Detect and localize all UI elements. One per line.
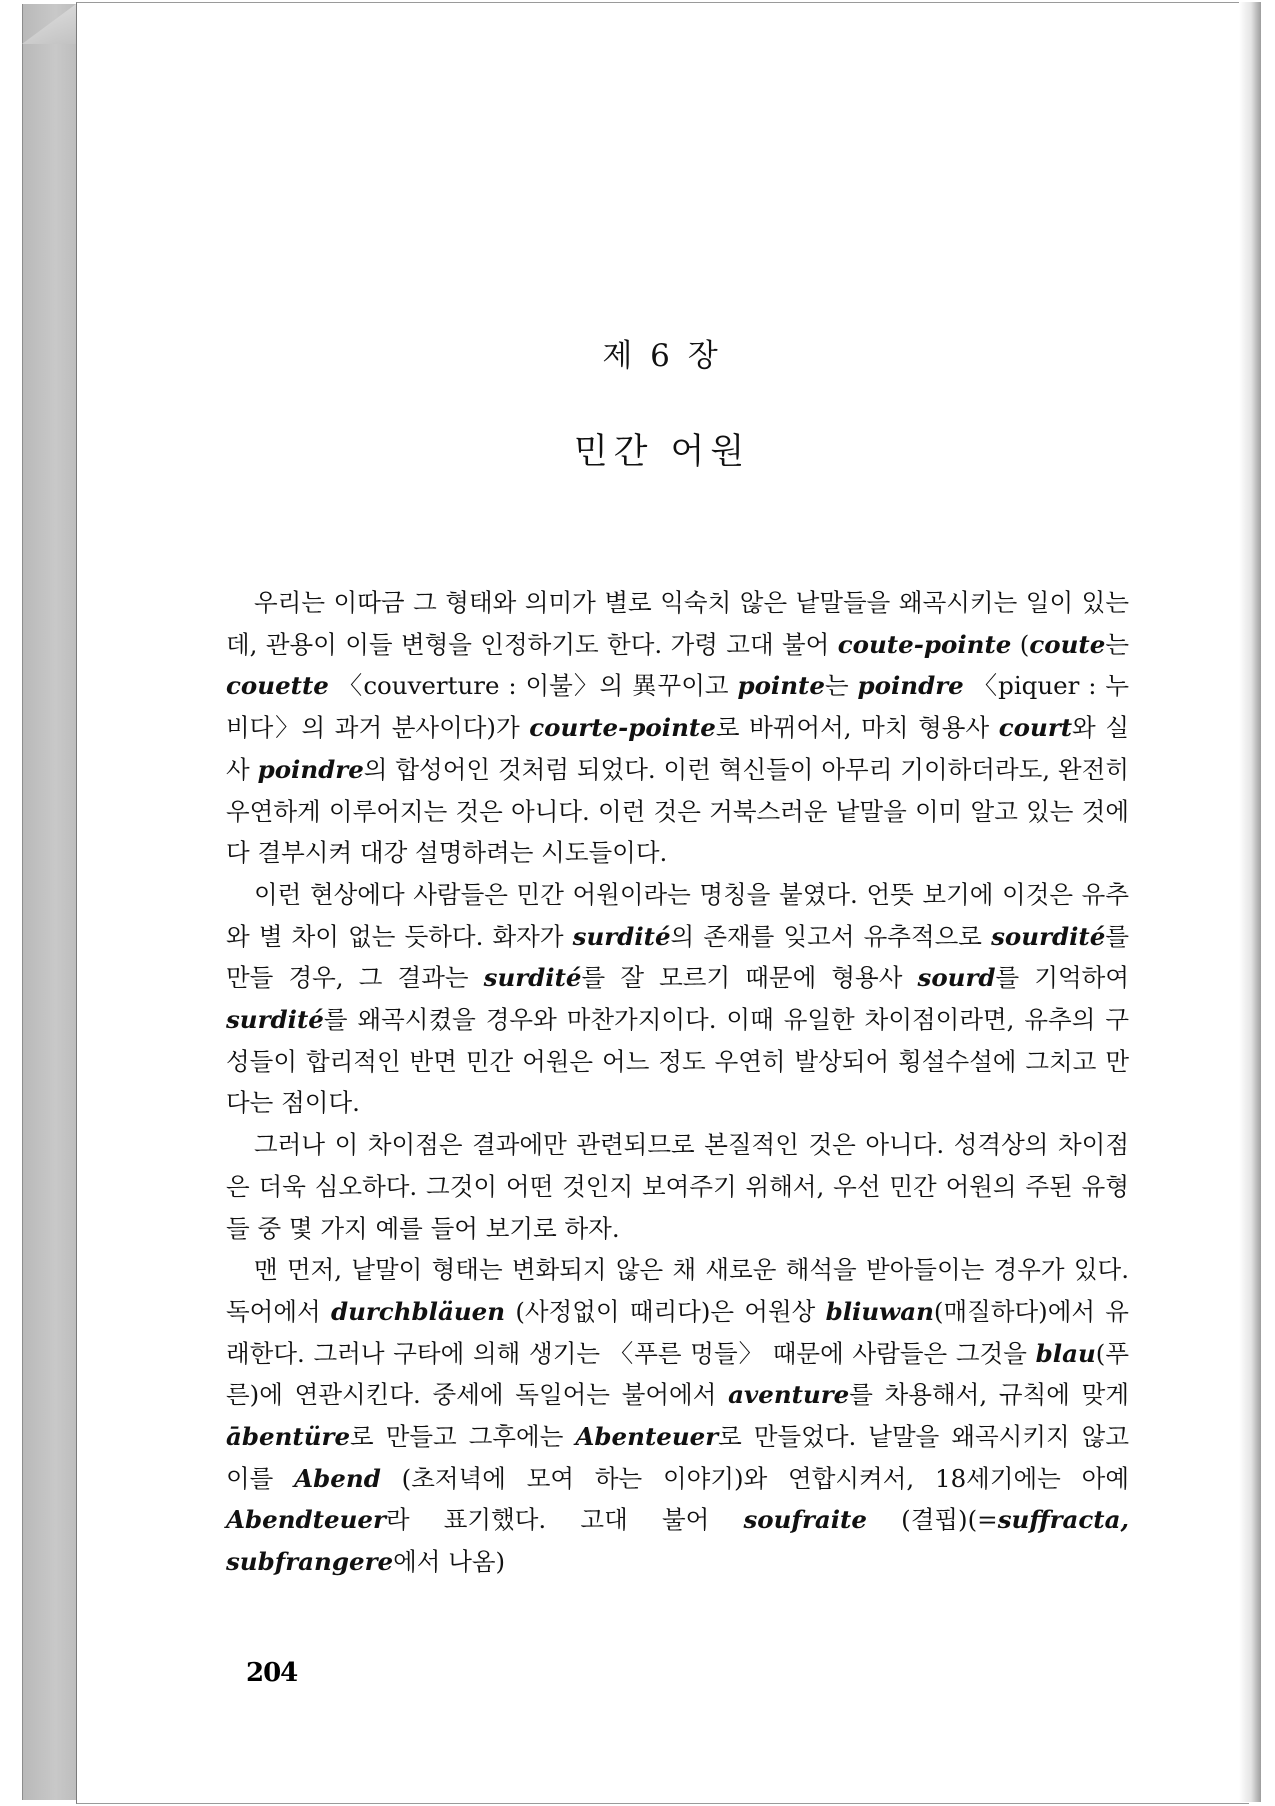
text-run: 를 잘 모르기 때문에 형용사: [581, 963, 918, 993]
page-number: 204: [246, 1658, 298, 1688]
book-spine: [22, 4, 77, 1800]
foreign-word: soufraite: [743, 1505, 867, 1535]
text-run: 로 만들었다. 낱말을 왜곡시키지 않고 이를: [226, 1422, 1129, 1493]
text-run: 우리는 이따금 그 형태와 의미가 별로 익숙치 않은 낱말들을 왜곡시키는 일이 있는데, 관용이 이들 변형을 인정하기도 한다. 가령 고대 불어: [226, 588, 1129, 659]
text-run: 는: [824, 671, 858, 701]
page-edge-shadow: [1239, 2, 1261, 1802]
foreign-word: Abendteuer: [226, 1505, 386, 1535]
foreign-word: surdité: [226, 1005, 324, 1035]
text-run: 〈couverture : 이불〉의 異꾸이고: [328, 671, 738, 701]
text-run: 로 만들고 그후에는: [350, 1422, 576, 1452]
text-run: 맨 먼저, 낱말이 형태는 변화되지 않은 채 새로운 해석을 받아들이는 경우가 있다. 독어에서: [226, 1255, 1129, 1326]
paragraph: [226, 1124, 1129, 1249]
foreign-word: Abenteuer: [575, 1422, 719, 1452]
foreign-word: suffracta, subfrangere: [226, 1505, 1130, 1577]
text-run: 를 만들 경우, 그 결과는: [226, 921, 1129, 993]
paragraph: [226, 874, 1129, 1124]
text-run: 와 실사: [226, 713, 1129, 784]
text-run: 를 기억하여: [995, 963, 1129, 993]
paragraph: [226, 582, 1129, 874]
foreign-word: surdité: [483, 963, 582, 993]
text-run: (초저녁에 모여 하는 이야기)와 연합시켜서, 18세기에는 아예: [380, 1463, 1129, 1493]
text-run: (매질하다)에서 유래한다. 그러나 구타에 의해 생기는 〈푸른 멍들〉 때문에 사람들은 그것을: [226, 1296, 1129, 1368]
body-text: [226, 582, 1129, 1583]
foreign-word: coute-pointe: [837, 629, 1012, 659]
chapter-title: 민간 어원: [573, 432, 751, 472]
foreign-word: Abend: [294, 1463, 381, 1493]
text-run: 의 존재를 잊고서 유추적으로: [670, 921, 992, 951]
foreign-word: sourdité: [991, 921, 1106, 951]
foreign-word: surdité: [572, 921, 671, 951]
foreign-word: poindre: [257, 754, 364, 784]
foreign-word: coute: [1029, 629, 1106, 659]
paragraph: [226, 1249, 1129, 1583]
foreign-word: courte-pointe: [529, 713, 716, 743]
text-run: 라 표기했다. 고대 불어: [385, 1505, 744, 1535]
text-run: 를 왜곡시켰을 경우와 마찬가지이다. 이때 유일한 차이점이라면, 유추의 구성들이 합리적인 반면 민간 어원은 어느 정도 우연히 발상되어 횡설수설에 그치고 만다는 점이다.: [226, 1005, 1129, 1118]
foreign-word: couette: [226, 671, 329, 701]
foreign-word: poindre: [857, 671, 964, 701]
text-run: 〈piquer : 누비다〉의 과거 분사이다)가: [226, 671, 1129, 743]
text-run: 로 바뀌어서, 마치 형용사: [715, 713, 999, 743]
text-run: 그러나 이 차이점은 결과에만 관련되므로 본질적인 것은 아니다. 성격상의 차이점은 더욱 심오하다. 그것이 어떤 것인지 보여주기 위해서, 우선 민간 어원의 주된 유형들 중 몇 가지 예를 들어 보기로 하자.: [226, 1130, 1129, 1243]
text-run: (: [1011, 629, 1030, 659]
text-run: (결핍)(=: [866, 1505, 998, 1535]
chapter-heading: 제 6 장: [602, 338, 722, 374]
text-run: (푸른)에 연관시킨다. 중세에 독일어는 불어에서: [226, 1338, 1129, 1410]
foreign-word: sourd: [917, 963, 996, 993]
text-run: 는: [1105, 629, 1129, 659]
text-run: 를 차용해서, 규칙에 맞게: [849, 1380, 1129, 1410]
foreign-word: ābentüre: [226, 1422, 351, 1452]
text-run: (사정없이 때리다)은 어원상: [505, 1296, 826, 1326]
text-run: 이런 현상에다 사람들은 민간 어원이라는 명칭을 붙였다. 언뜻 보기에 이것은 유추와 별 차이 없는 듯하다. 화자가: [226, 879, 1129, 951]
foreign-word: bliuwan: [825, 1296, 934, 1326]
foreign-word: durchbläuen: [330, 1296, 506, 1326]
foreign-word: pointe: [737, 671, 825, 701]
foreign-word: blau: [1035, 1338, 1096, 1368]
foreign-word: aventure: [728, 1380, 850, 1410]
foreign-word: court: [998, 713, 1073, 743]
text-run: 에서 나옴): [393, 1547, 506, 1577]
text-run: 의 합성어인 것처럼 되었다. 이런 혁신들이 아무리 기이하더라도, 완전히 우연하게 이루어지는 것은 아니다. 이런 것은 거북스러운 낱말을 이미 알고 있는 것에다 결부시켜 대강 설명하려는 시도들이다.: [226, 754, 1129, 868]
